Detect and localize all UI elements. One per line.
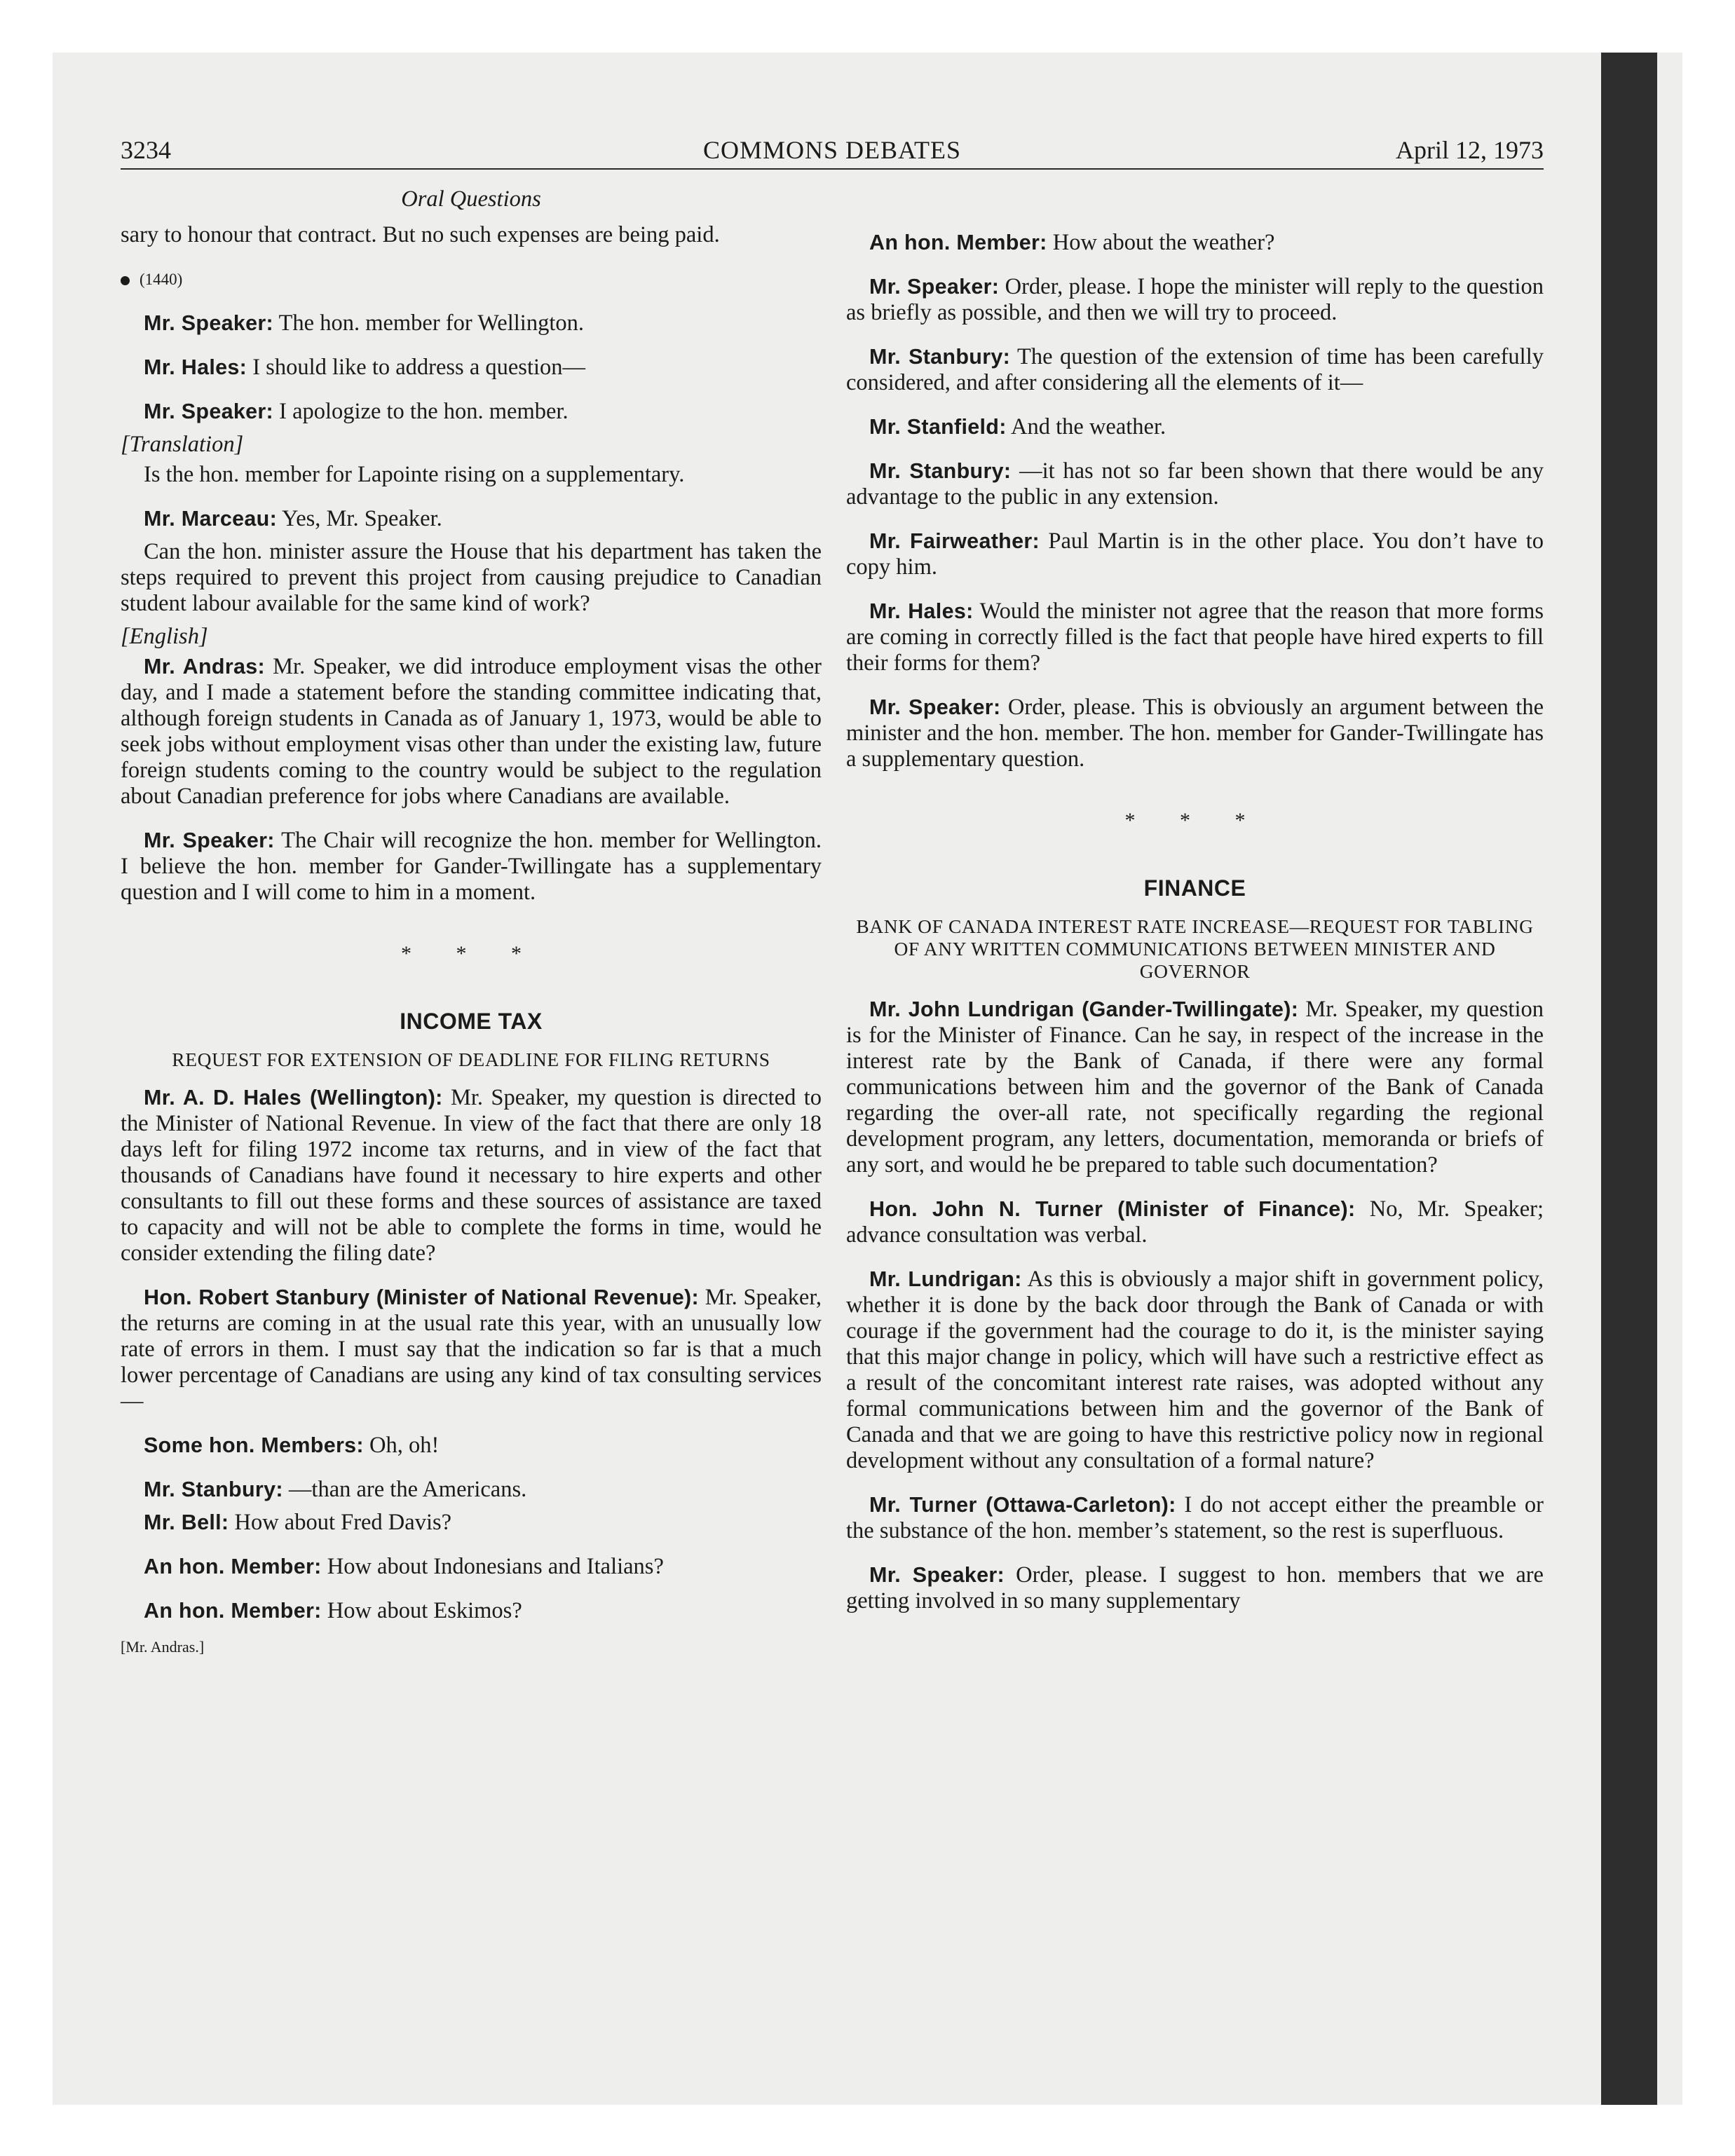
speaker-name: Hon. John N. Turner (Minister of Finance): <box>869 1197 1356 1221</box>
speaker-name: Mr. Speaker: <box>869 275 1000 299</box>
speech-text: —it has not so far been shown that there would be any advantage to the public in any extension. <box>846 458 1544 510</box>
speaker-name: Mr. Andras: <box>144 655 265 678</box>
speaker-name: Mr. Turner (Ottawa-Carleton): <box>869 1493 1176 1517</box>
time-marker <box>121 266 822 292</box>
section-separator: * * * <box>1124 809 1265 832</box>
speech-text: Mr. Speaker, my question is directed to the Minister of National Revenue. In view of the fact that there are only 18 days left for filing 1972 income tax returns, and in view of the fact that thousands of Canadians have found it necessary to hire experts and other consultants to fill out these forms and these sources of assistance are taxed to capacity and will not be able to complete the forms in time, would he consider extending the filing date? <box>121 1085 822 1266</box>
speech-text: Would the minister not agree that the reason that more forms are coming in correctly filled is the fact that people have hired experts to fill their forms for them? <box>846 599 1544 676</box>
speaker-name: An hon. Member: <box>869 231 1047 254</box>
speech-text: Mr. Speaker, the returns are coming in at the usual rate this year, with an unusually low rate of errors in them. I must say that the indication so far is that a much lower percentage of Canadians are using any kind of tax consulting services— <box>121 1285 822 1414</box>
speech-text: How about the weather? <box>1047 230 1275 255</box>
speaker-name: Mr. Stanbury: <box>869 459 1012 483</box>
translation-tag: [Translation] <box>121 432 244 457</box>
section-subtitle: REQUEST FOR EXTENSION OF DEADLINE FOR FILING RETURNS <box>172 1049 770 1070</box>
speaker-name: An hon. Member: <box>144 1599 322 1623</box>
speaker-name: Mr. Speaker: <box>144 311 273 335</box>
speech-text: Order, please. I hope the minister will reply to the question as briefly as possible, and then we will try to proceed. <box>846 274 1544 325</box>
speech-text: Mr. Speaker, we did introduce employment visas the other day, and I made a statement before the standing committee indicating that, although foreign students in Canada as of January 1, 1973, would be able to seek jobs without employment visas other than under the existing law, future foreign students coming to the country would be subject to the regulation about Canadian preference for jobs where Canadians are available. <box>121 654 822 809</box>
header-date: April 12, 1973 <box>1396 136 1544 164</box>
speech-text: I should like to address a question— <box>247 355 586 380</box>
paragraph: Can the hon. minister assure the House that his department has taken the steps required to prevent this project from causing prejudice to Canadian student labour available for the same kind of work? <box>121 539 822 616</box>
speech <box>846 230 1544 256</box>
page-footer-note: [Mr. Andras.] <box>121 1638 205 1656</box>
speech <box>121 399 822 425</box>
right-column <box>846 189 1544 1632</box>
speech <box>846 414 1544 440</box>
time-marker-text: (1440) <box>140 271 183 288</box>
paragraph: Is the hon. member for Lapointe rising on a supplementary. <box>144 462 685 487</box>
page-header <box>121 132 1544 170</box>
speaker-name: Mr. Marceau: <box>144 507 278 531</box>
speaker-name: Mr. Hales: <box>869 599 974 623</box>
paragraph: sary to honour that contract. But no such expenses are being paid. <box>121 222 720 247</box>
speaker-name: Mr. Fairweather: <box>869 529 1040 553</box>
document-page <box>121 0 1544 2156</box>
speech <box>121 355 822 381</box>
speech <box>846 344 1544 396</box>
speech-text: And the weather. <box>1006 414 1166 439</box>
speech-text: The Chair will recognize the hon. member for Wellington. I believe the hon. member for Gander-Twillingate has a supplementary question and I will come to him in a moment. <box>121 828 822 905</box>
speech-text: Yes, Mr. Speaker. <box>277 506 442 531</box>
speech <box>121 1085 822 1267</box>
speaker-name: Mr. A. D. Hales (Wellington): <box>144 1086 443 1110</box>
speech <box>846 1267 1544 1474</box>
speaker-name: Mr. Lundrigan: <box>869 1267 1022 1291</box>
speech <box>846 997 1544 1178</box>
speech-text: No, Mr. Speaker; advance consultation was verbal. <box>846 1196 1544 1248</box>
speech <box>846 1196 1544 1248</box>
speech <box>121 1554 822 1580</box>
speech <box>121 1433 822 1459</box>
speech-text: Mr. Speaker, my question is for the Minister of Finance. Can he say, in respect of the increase in the interest rate by the Bank of Canada, if there were any formal communications between him and the governor of the Bank of Canada regarding the over-all rate, not specifically regarding the regional development program, any letters, documentation, memoranda or briefs of any sort, and would he be prepared to table such documentation? <box>846 997 1544 1178</box>
page-number: 3234 <box>121 136 171 164</box>
speech <box>121 1477 822 1503</box>
speaker-name: Some hon. Members: <box>144 1433 364 1457</box>
speech <box>846 1562 1544 1614</box>
speaker-name: Mr. John Lundrigan (Gander-Twillingate): <box>869 997 1299 1021</box>
column-spacer <box>846 189 1544 230</box>
speech <box>846 1492 1544 1544</box>
section-separator: * * * <box>401 942 541 965</box>
speaker-name: Mr. Hales: <box>144 355 247 379</box>
speech-text: Oh, oh! <box>363 1433 440 1458</box>
speaker-name: Mr. Stanbury: <box>144 1478 283 1501</box>
speech-text: The question of the extension of time has been carefully considered, and after considering all the elements of it— <box>846 344 1544 395</box>
speech <box>121 311 822 336</box>
speech-text: How about Eskimos? <box>321 1598 522 1623</box>
section-title: INCOME TAX <box>400 1009 543 1034</box>
speech <box>121 1285 822 1414</box>
english-tag: [English] <box>121 624 208 649</box>
speaker-name: An hon. Member: <box>144 1555 322 1578</box>
speech-text: As this is obviously a major shift in government policy, whether it is done by the back door through the Bank of Canada or with courage if the government had the courage to do it, is the minister saying that this major change in policy, which will have such a restrictive effect as a result of the concomitant interest rate raises, was adopted without any formal communications between him and the governor of the Bank of Canada and that we are going to have this restrictive policy now in regional development without any consultation of a formal nature? <box>846 1267 1544 1473</box>
speech <box>121 1510 822 1536</box>
left-column <box>121 186 822 1660</box>
speech <box>846 274 1544 326</box>
speech-text: The hon. member for Wellington. <box>273 311 584 336</box>
bullet-icon <box>121 276 130 285</box>
speech-text: I do not accept either the preamble or the substance of the hon. member’s statement, so the rest is superfluous. <box>846 1492 1544 1543</box>
speech <box>846 528 1544 580</box>
speaker-name: Mr. Speaker: <box>144 400 273 423</box>
running-head: Oral Questions <box>401 186 541 212</box>
speech <box>846 695 1544 772</box>
speech-text: Order, please. I suggest to hon. members that we are getting involved in so many supplementary <box>846 1562 1544 1613</box>
speech-text: Order, please. This is obviously an argument between the minister and the hon. member. The hon. member for Gander-Twillingate has a supplementary question. <box>846 695 1544 772</box>
speech-text: —than are the Americans. <box>283 1477 527 1502</box>
speech <box>121 828 822 906</box>
speaker-name: Mr. Stanfield: <box>869 415 1007 439</box>
speaker-name: Hon. Robert Stanbury (Minister of National Revenue): <box>144 1285 699 1309</box>
speaker-name: Mr. Speaker: <box>144 828 275 852</box>
speech <box>846 458 1544 510</box>
speech <box>846 599 1544 676</box>
section-subtitle: BANK OF CANADA INTEREST RATE INCREASE—REQUEST FOR TABLING OF ANY WRITTEN COMMUNICATIONS BETWEEN MINISTER AND GOVERNOR <box>856 915 1534 982</box>
speech-text: How about Fred Davis? <box>229 1510 452 1535</box>
speaker-name: Mr. Stanbury: <box>869 345 1011 369</box>
speaker-name: Mr. Speaker: <box>869 1563 1005 1587</box>
scan-binding-edge <box>1601 53 1657 2105</box>
speech <box>121 1598 822 1624</box>
speech <box>121 506 822 532</box>
speaker-name: Mr. Speaker: <box>869 695 1001 719</box>
speech-text: Paul Martin is in the other place. You don’t have to copy him. <box>846 528 1544 580</box>
speech-text: How about Indonesians and Italians? <box>321 1554 664 1579</box>
speech <box>121 654 822 810</box>
section-title: FINANCE <box>1143 875 1246 901</box>
speech-text: I apologize to the hon. member. <box>273 399 569 424</box>
publication-title: COMMONS DEBATES <box>702 136 962 164</box>
speaker-name: Mr. Bell: <box>144 1510 229 1534</box>
